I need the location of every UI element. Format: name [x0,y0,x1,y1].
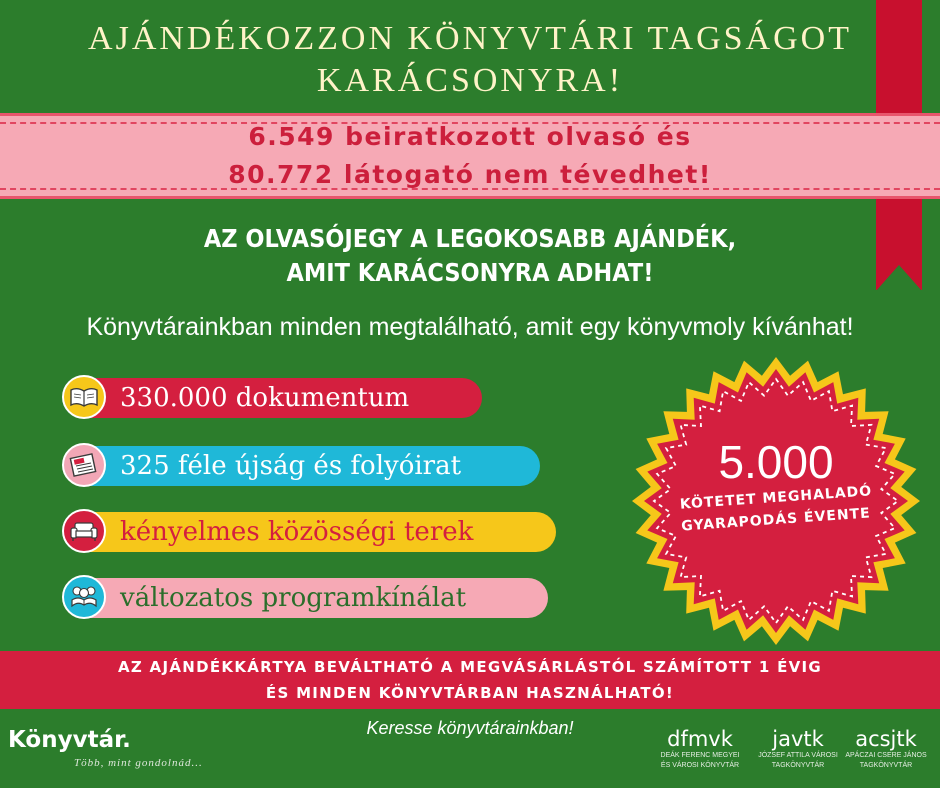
headline-line-1: AZ OLVASÓJEGY A LEGOKOSABB AJÁNDÉK, [203,224,737,253]
badge-number: 5.000 [718,436,834,488]
title-line-2: KARÁCSONYRA! [316,62,624,99]
newspaper-icon [62,443,106,487]
subline: Könyvtárainkban minden megtalálható, amit egy könyvmoly kívánhat! [86,313,854,341]
page-title [0,18,940,102]
badge-caption-line-1: KÖTETET MEGHALADÓ [679,483,873,513]
gift-card-notice [0,654,940,706]
feature-programs [64,578,548,618]
headline [47,222,893,290]
feature-label: 330.000 dokumentum [120,383,410,413]
library-name-line-2: ÉS VÁROSI KÖNYVTÁR [660,762,740,769]
feature-label: változatos programkínálat [120,583,467,613]
library-logo-javtk [750,728,846,770]
headline-line-2: AMIT KARÁCSONYRA ADHAT! [286,258,654,287]
badge-caption [628,483,924,535]
library-logo-acsjtk [838,728,934,770]
badge-caption-line-2: GYARAPODÁS ÉVENTE [680,505,872,535]
feature-periodicals [64,446,540,486]
sofa-icon [62,509,106,553]
ribbon-line-2: 80.772 látogató nem tévedhet! [228,160,712,189]
call-to-action: Keresse könyvtárainkban! [366,718,574,738]
feature-documents [64,378,482,418]
title-line-1: AJÁNDÉKOZZON KÖNYVTÁRI TAGSÁGOT [88,20,852,57]
feature-community-spaces [64,512,556,552]
ribbon-line-1: 6.549 beiratkozott olvasó és [248,122,692,151]
library-abbr: javtk [772,727,824,751]
feature-label: 325 féle újság és folyóirat [120,451,462,481]
library-name-line-2: TAGKÖNYVTÁR [859,762,913,769]
library-name-line-1: JÓZSEF ATTILA VÁROSI [758,752,838,759]
library-name-line-1: APÁCZAI CSERE JÁNOS [845,752,927,759]
library-name-line-1: DEÁK FERENC MEGYEI [660,752,740,759]
people-reading-icon [62,575,106,619]
library-name-line-2: TAGKÖNYVTÁR [771,762,825,769]
notice-line-2: ÉS MINDEN KÖNYVTÁRBAN HASZNÁLHATÓ! [265,684,675,702]
open-book-icon [62,375,106,419]
notice-line-1: AZ AJÁNDÉKKÁRTYA BEVÁLTHATÓ A MEGVÁSÁRLÁSTÓL SZÁMÍTOTT 1 ÉVIG [117,658,823,676]
library-abbr: dfmvk [667,727,733,751]
logo-tagline: Több, mint gondolnád... [74,757,203,769]
feature-label: kényelmes közösségi terek [120,517,474,547]
konyvtar-logo: Könyvtár. [8,727,131,753]
library-logo-dfmvk [652,728,748,770]
library-abbr: acsjtk [855,727,917,751]
ribbon-text [0,118,940,194]
